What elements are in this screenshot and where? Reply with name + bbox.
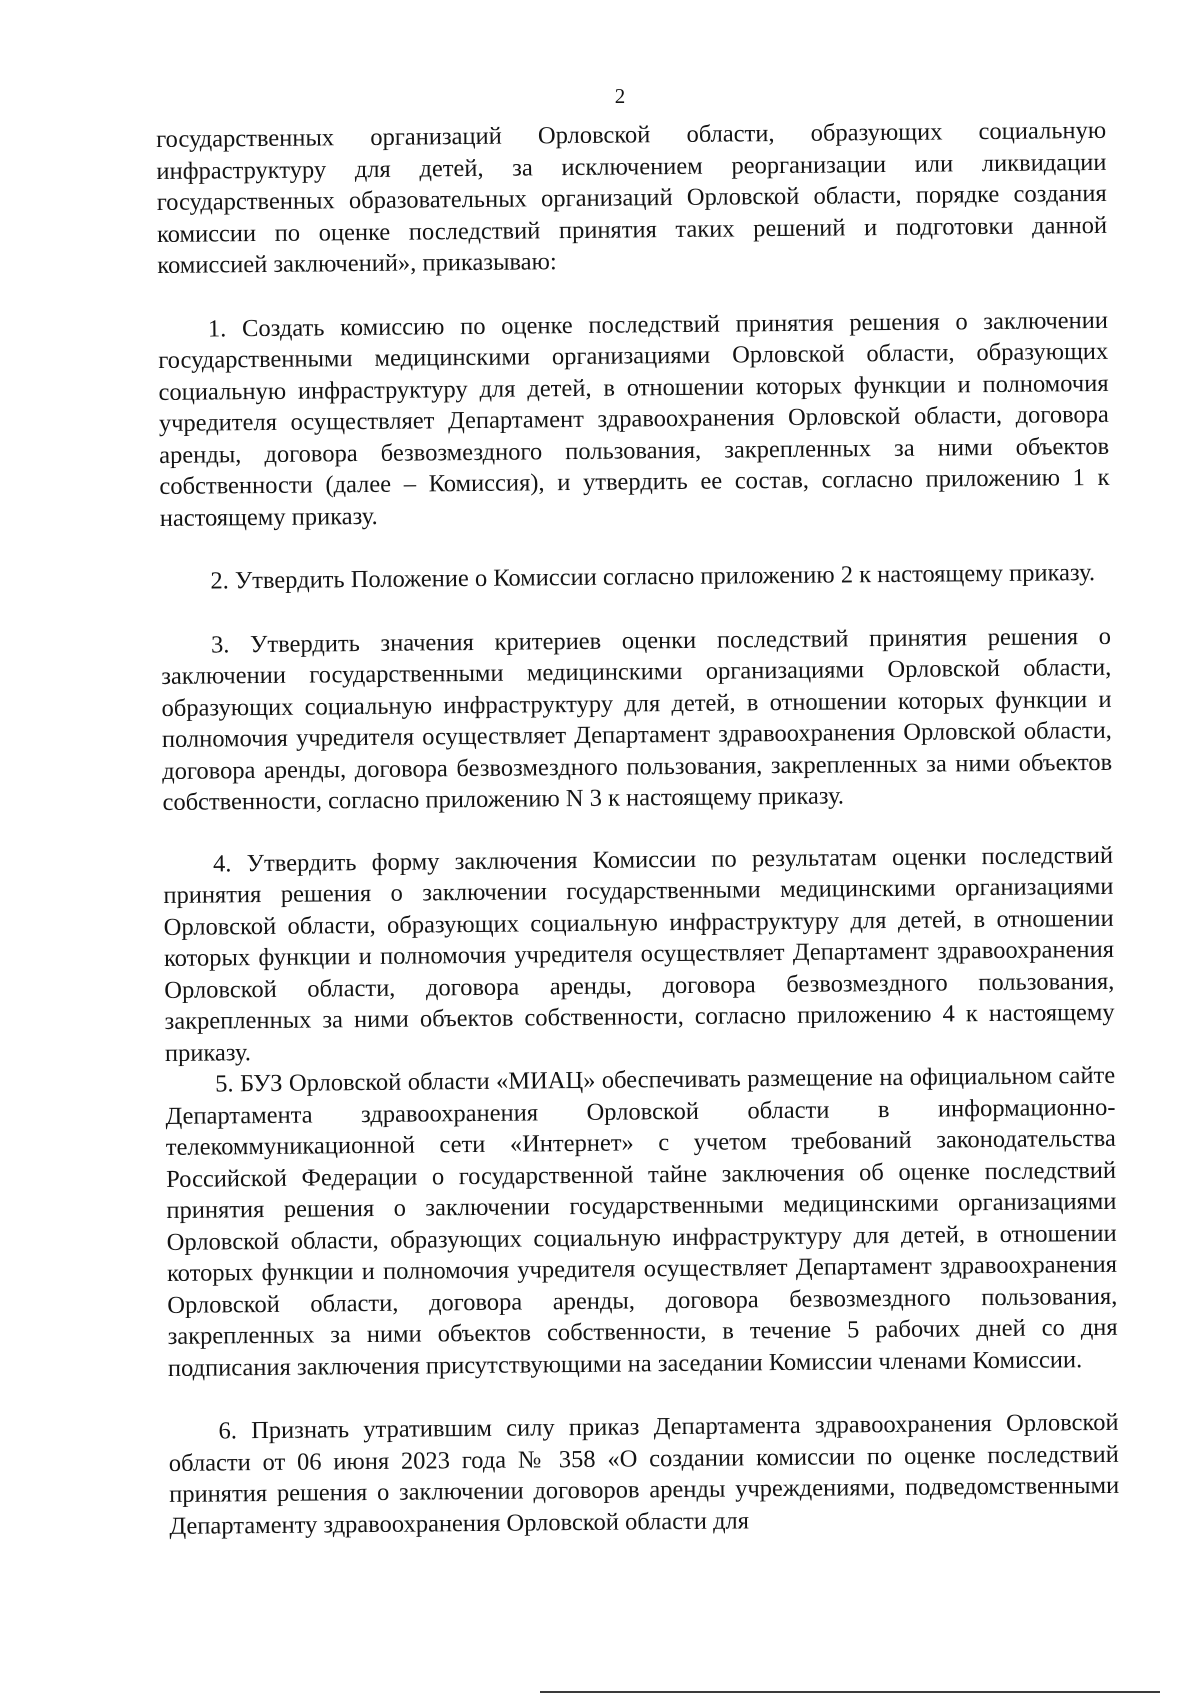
paragraph-6: 6. Признать утратившим силу приказ Департамента здравоохранения Орловской области от 06 июня 2023 года № 358 «О создании комиссии по оценке последствий принятия решения о заключении договоров аренды учреждениями, подведомственными Департаменту здравоохранения Орловской области для xyxy=(168,1408,1120,1540)
paragraph-2: 2. Утвердить Положение о Комиссии согласно приложению 2 к настоящему приказу. xyxy=(210,559,1096,595)
document-body xyxy=(156,115,1120,1542)
paragraph-3: 3. Утвердить значения критериев оценки последствий принятия решения о заключении государственными медицинскими организациями Орловской области, образующих социальную инфраструктуру для детей, в отношении которых функции и полномочия учредителя осуществляет Департамент здравоохранения Орловской области, договора аренды, договора безвозмездного пользования, закрепленных за ними объектов собственности, согласно приложению N 3 к настоящему приказу. xyxy=(161,622,1113,816)
paragraph-1: 1. Создать комиссию по оценке последствий принятия решения о заключении государственными медицинскими организациями Орловской области, образующих социальную инфраструктуру для детей, в отношении которых функции и полномочия учредителя осуществляет Департамент здравоохранения Орловской области, договора аренды, договора безвозмездного пользования, закрепленных за ними объектов собственности (далее – Комиссия), и утвердить ее состав, согласно приложению 1 к настоящему приказу. xyxy=(158,306,1110,532)
paragraph-4: 4. Утвердить форму заключения Комиссии по результатам оценки последствий принятия решения о заключении государственными медицинскими организациями Орловской области, образующих социальную инфраструктуру для детей, в отношении которых функции и полномочия учредителя осуществляет Департамент здравоохранения Орловской области, договора аренды, договора безвозмездного пользования, закрепленных за ними объектов собственности, согласно приложению 4 к настоящему приказу. xyxy=(163,841,1115,1067)
paragraph-5: 5. БУЗ Орловской области «МИАЦ» обеспечивать размещение на официальном сайте Департамента здравоохранения Орловской области в информационно-телекоммуникационной сети «Интернет» с учетом требований законодательства Российской Федерации о государственной тайне заключения об оценке последствий принятия решения о заключении государственными медицинскими организациями Орловской области, образующих социальную инфраструктуру для детей, в отношении которых функции и полномочия учредителя осуществляет Департамент здравоохранения Орловской области, договора аренды, договора безвозмездного пользования, закрепленных за ними объектов собственности, в течение 5 рабочих дней со дня подписания заключения присутствующими на заседании Комиссии членами Комиссии. xyxy=(165,1061,1118,1382)
footer-rule xyxy=(540,1691,1160,1693)
intro-paragraph: государственных организаций Орловской области, образующих социальную инфраструктуру для детей, за исключением реорганизации или ликвидации государственных образовательных организаций Орловской области, порядке создания комиссии по оценке последствий принятия таких решений и подготовки данной комиссией заключений», приказываю: xyxy=(156,116,1108,279)
page-number: 2 xyxy=(614,84,626,108)
